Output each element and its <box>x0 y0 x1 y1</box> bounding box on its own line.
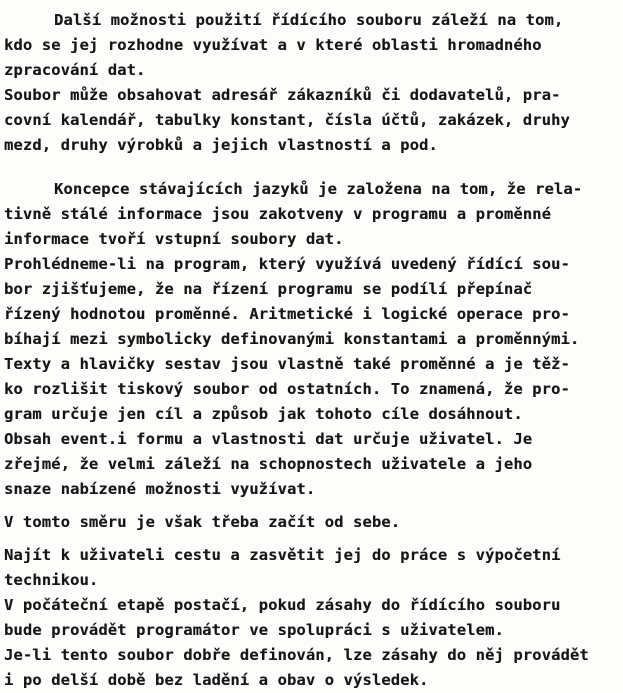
text-line: covní kalendář, tabulky konstant, čísla účtů, zakázek, druhy <box>4 111 570 129</box>
text-line: tivně stálé informace jsou zakotveny v programu a proměnné <box>4 205 552 223</box>
text-line: V počáteční etapě postačí, pokud zásahy do řídícího souboru <box>4 596 561 614</box>
text-line: informace tvoří vstupní soubory dat. <box>4 230 344 248</box>
text-line: Koncepce stávajících jazyků je založena na tom, že rela- <box>54 180 583 198</box>
text-line: snaze nabízené možnosti využívat. <box>4 480 316 498</box>
text-line: ko rozlišit tiskový soubor od ostatních. To znamená, že pro- <box>4 380 570 398</box>
text-line: V tomto směru je však třeba začít od sebe. <box>4 513 401 531</box>
text-line: Je-li tento soubor dobře definován, lze zásahy do něj provádět <box>4 646 589 664</box>
text-line: bude provádět programátor ve spolupráci s uživatelem. <box>4 621 504 639</box>
text-line: bor zjišťujeme, že na řízení programu se podílí přepínač <box>4 280 533 298</box>
text-line: Najít k uživateli cestu a zasvětit jej do práce s výpočetní <box>4 546 561 564</box>
text-line: i po delší době bez ladění a obav o výsledek. <box>4 671 429 689</box>
text-line: řízený hodnotou proměnné. Aritmetické i logické operace pro- <box>4 305 570 323</box>
text-line: Obsah event.i formu a vlastnosti dat určuje uživatel. Je <box>4 430 533 448</box>
text-line: zřejmé, že velmi záleží na schopnostech uživatele a jeho <box>4 455 533 473</box>
text-line: Texty a hlavičky sestav jsou vlastně také proměnné a je těž- <box>4 355 570 373</box>
text-line: gram určuje jen cíl a způsob jak tohoto cíle dosáhnout. <box>4 405 523 423</box>
text-line: Další možnosti použití řídícího souboru záleží na tom, <box>54 11 564 29</box>
text-line: zpracování dat. <box>4 61 146 79</box>
text-line: mezd, druhy výrobků a jejich vlastností a pod. <box>4 136 438 154</box>
text-line: Soubor může obsahovat adresář zákazníků či dodavatelů, pra- <box>4 86 561 104</box>
text-line: kdo se jej rozhodne využívat a v které oblasti hromadného <box>4 36 542 54</box>
text-line: technikou. <box>4 571 99 589</box>
text-line: Prohlédneme-li na program, který využívá uvedený řídící sou- <box>4 255 570 273</box>
text-line: bíhají mezi symbolicky definovanými konstantami a proměnnými. <box>4 330 580 348</box>
